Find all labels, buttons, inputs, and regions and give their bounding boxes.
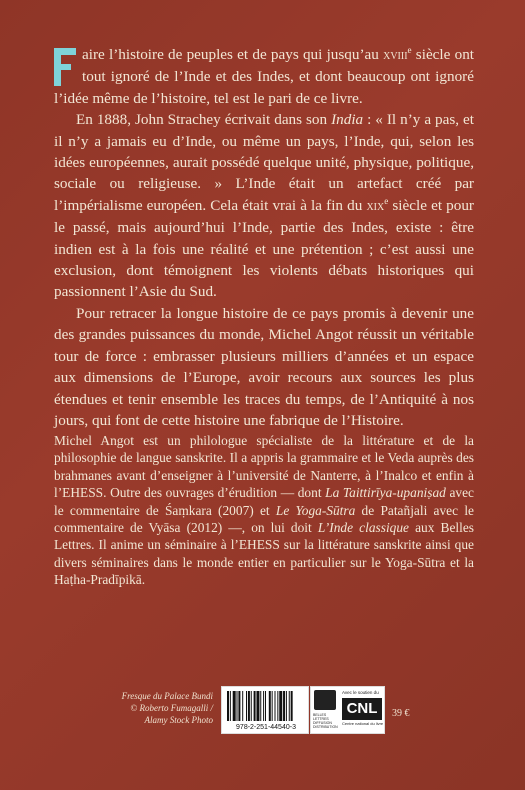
back-cover-blurb [54, 44, 474, 431]
barcode-icon [226, 691, 306, 723]
publisher-logo-icon [314, 690, 336, 710]
isbn-barcode [221, 686, 309, 734]
blurb-paragraph-1: aire l’histoire de peuples et de pays qui jusqu’au xviii$^e$ siècle ont tout ignoré de l’Inde et des Indes, et dont beaucoup ont ignoré l’idée même de l’histoire, tel est le pari de ce livre. [54, 44, 475, 107]
blurb-paragraph-2: En 1888, John Strachey écrivait dans son India : « Il n’y a pas, et il n’y a jamais eu d’Inde, ou même un pays, l’Inde, qui, selon les idées européennes, aurait possédé quelque unité, physique, politique, sociale ou religieuse. » L’Inde était un artefact créé par l’impérialisme européen. Cela était vrai à la fin du xix$^e$ siècle et pour le passé, mais aujourd’hui l’Inde, partie des Indes, existe : être indien est à la fois une réalité et une prétention ; c’est aussi une exclusion, dont témoignent les violents débats historiques qui passionnent l’Asie du Sud. [54, 111, 474, 301]
dropcap-f [54, 48, 76, 86]
blurb-paragraph-3: Pour retracer la longue histoire de ce pays promis à devenir une des grandes puissances du monde, Michel Angot réussit un véritable tour de force : embrasser plusieurs milliers d’années et un espace aux dimensions de l’Europe, avoir recours aux sources les plus étendues et tenir ensemble les traces du temps, de l’Antiquité à nos jours, qui font de cette histoire une fabrique de l’Histoire. [54, 304, 474, 429]
cnl-subtitle: Centre national du livre [342, 721, 384, 726]
publisher-logo-text: BELLES LETTRES DIFFUSION DISTRIBUTION [313, 713, 338, 729]
isbn-number: 978-2-251-44540-3 [236, 724, 296, 731]
publisher-logos [310, 686, 385, 734]
photo-credit: Fresque du Palace Bundi © Roberto Fumagalli / Alamy Stock Photo [121, 691, 213, 725]
author-bio: Michel Angot est un philologue spécialiste de la littérature et de la philosophie de langue sanskrite. Il a appris la grammaire et le Veda auprès des brahmanes avant d’enseigner à l’université de Nanterre, à l’Inalco et enfin à l’EHESS. Outre des ouvrages d’érudition — dont La Taittirīya-upaniṣad avec le commentaire de Śaṃkara (2007) et Le Yoga-Sūtra de Patañjali avec le commentaire de Vyāsa (2012) —, on lui doit L’Inde classique aux Belles Lettres. Il anime un séminaire à l’EHESS sur la littérature sanskrite ainsi que divers séminaires dans le monde entier en particulier sur le Yoga-Sūtra et la Haṭha-Pradīpikā. [54, 433, 475, 588]
cnl-logo: CNL [342, 698, 382, 720]
cnl-support-label: Avec le soutien du [342, 690, 379, 695]
price: 39 € [392, 708, 410, 719]
